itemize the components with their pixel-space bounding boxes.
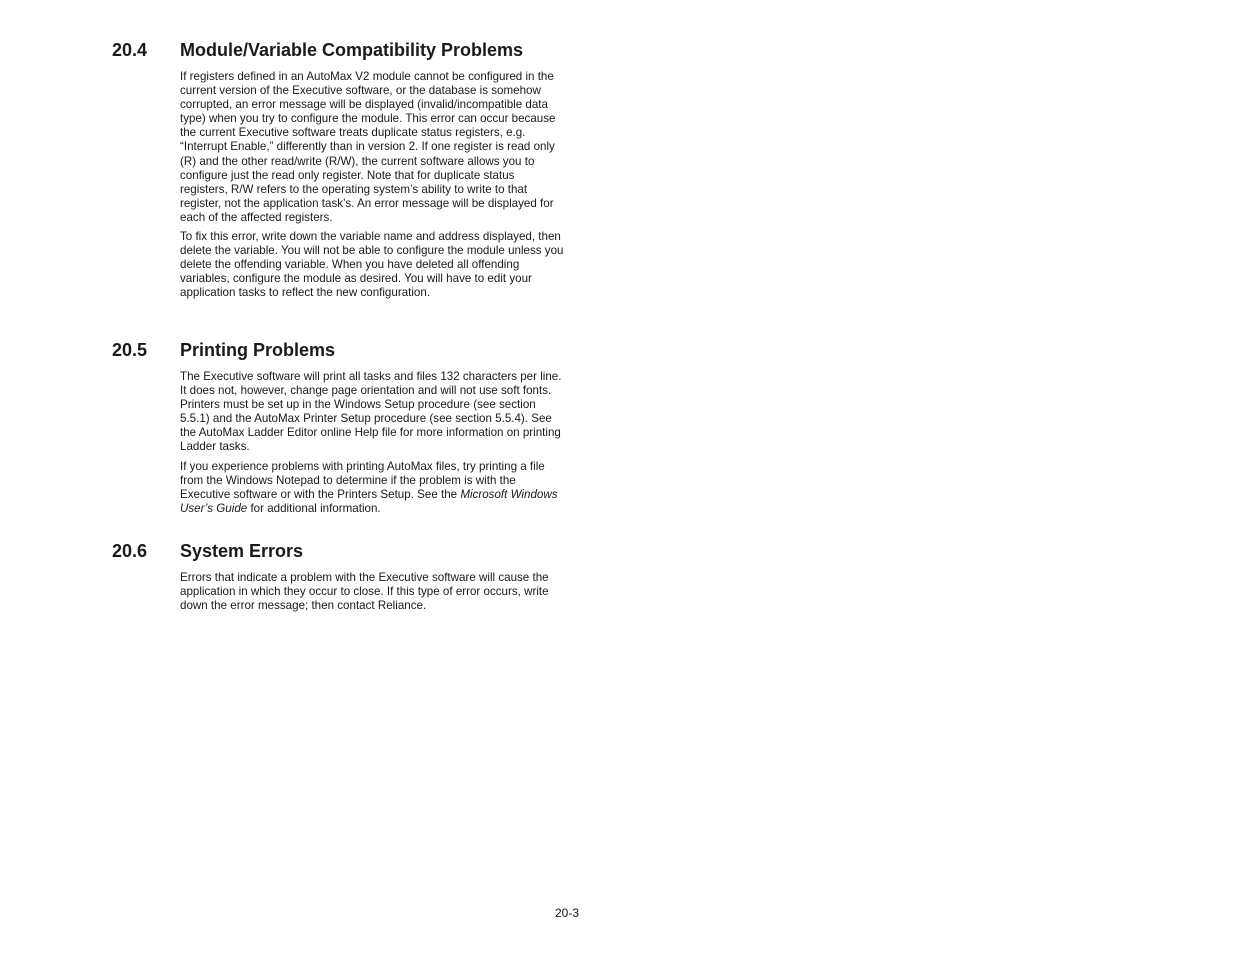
section-number: 20.6 [112, 541, 148, 561]
page-number: 20-3 [555, 906, 580, 920]
section-body [180, 70, 564, 306]
paragraph: The Executive software will print all tasks and files 132 characters per line. It does not, however, change page orientation and will not use soft fonts. Printers must be set up in the Windows Setup procedure (see section 5.5.1) and the AutoMax Printer Setup procedure (see section 5.5.4). See the AutoMax Ladder Editor online Help file for more information on printing Ladder tasks. [180, 370, 562, 454]
section-title: Module/Variable Compatibility Problems [180, 40, 524, 60]
paragraph [180, 460, 564, 516]
section-title: System Errors [180, 541, 304, 561]
section-number: 20.5 [112, 340, 148, 360]
section-body [180, 370, 564, 521]
paragraph: To fix this error, write down the variable name and address displayed, then delete the variable. You will not be able to configure the module unless you delete the offending variable. When you have deleted all offending variables, configure the module as desired. You will have to edit your application tasks to reflect the new configuration. [180, 230, 564, 300]
section-number: 20.4 [112, 40, 148, 60]
paragraph-text: If you experience problems with printing AutoMax files, try printing a file from the Windows Notepad to determine if the problem is with the Executive software or with the Printers Setup. See the [180, 459, 545, 501]
section-title: Printing Problems [180, 340, 336, 360]
paragraph-text: for additional information. [247, 501, 381, 515]
paragraph: Errors that indicate a problem with the Executive software will cause the application in which they occur to close. If this type of error occurs, write down the error message; then contact Reliance. [180, 571, 549, 613]
guide-title-italic: Microsoft Windows User’s Guide [180, 487, 558, 515]
paragraph: If registers defined in an AutoMax V2 module cannot be configured in the current version of the Executive software, or the database is somehow corrupted, an error message will be displayed (invalid/incompatible data type) when you try to configure the module. This error can occur because the current Executive software treats duplicate status registers, e.g. “Interrupt Enable,” differently than in version 2. If one register is read only (R) and the other read/write (R/W), the current software allows you to configure just the read only register. Note that for duplicate status registers, R/W refers to the operating system’s ability to write to that register, not the application task’s. An error message will be displayed for each of the affected registers. [180, 70, 556, 224]
section-body [180, 571, 564, 618]
